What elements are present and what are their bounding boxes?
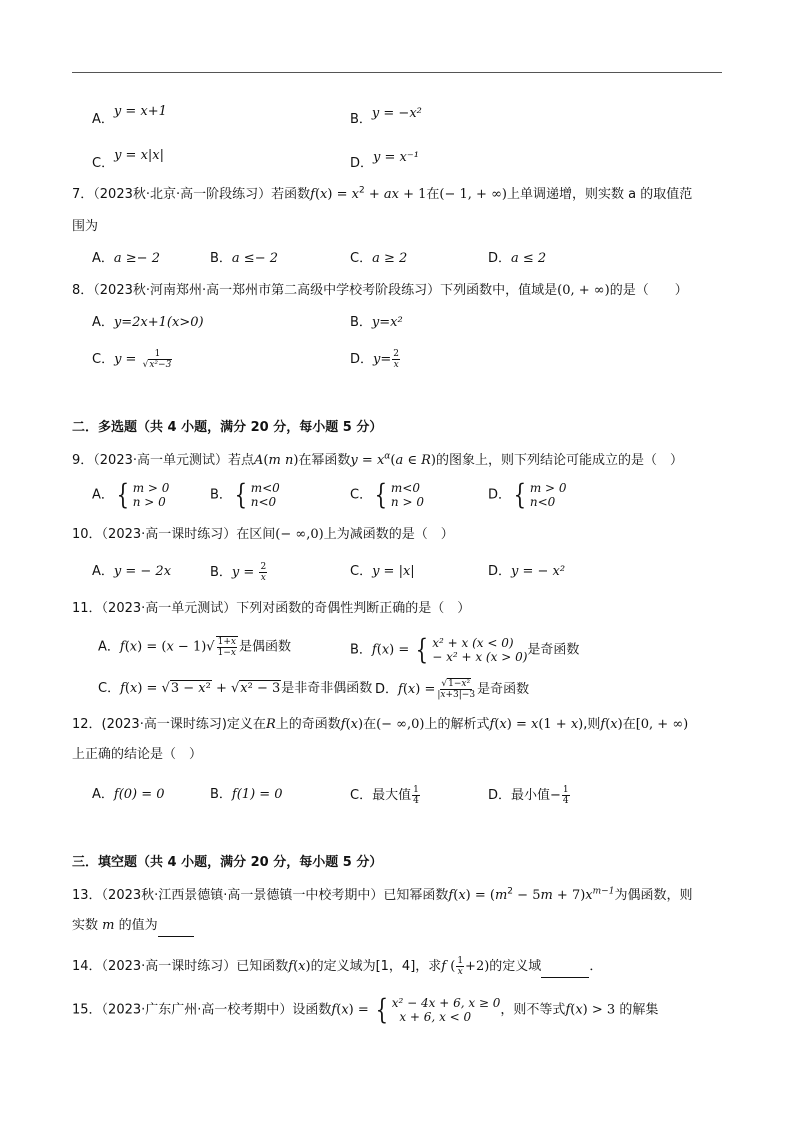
option-label: A． [92, 251, 114, 266]
stem-text: 为偶函数，则 [614, 888, 693, 903]
option-tail: 是奇函数 [477, 682, 530, 697]
stem-text: 若点 [228, 453, 255, 468]
stem-text: 在 [363, 717, 377, 732]
option-label: C． [98, 681, 121, 696]
q11-option-d[interactable]: D．f(x) = $\frac{\text{√1−x²}}{|x+3|-3}$ 是奇函数 [375, 679, 530, 700]
option-label: C． [92, 352, 115, 367]
option-label: C． [350, 788, 373, 803]
option-label: B． [210, 787, 232, 802]
option-label: C． [92, 156, 115, 171]
stem-text: 的图象上，则下列结论可能成立的是（ ） [435, 453, 683, 468]
option-label: A． [92, 787, 114, 802]
option-label: D． [350, 156, 374, 171]
question-source: （2023·高一课时练习） [101, 527, 237, 542]
question-source: （2023秋·江西景德镇·高一景德镇一中校考期中） [101, 888, 384, 903]
q8-option-d[interactable] [350, 349, 401, 370]
question-number: 10． [72, 527, 102, 542]
option-label: B． [210, 251, 232, 266]
q8-stem: 8．（2023秋·河南郑州·高一郑州市第二高级中学校考阶段练习）下列函数中，值域是(0, + ∞)的是（ ） [72, 283, 688, 298]
question-number: 13． [72, 888, 102, 903]
stem-text: 的值为 [118, 918, 158, 933]
stem-text: 设函数 [292, 1002, 332, 1018]
option-text: 最小值− [511, 788, 561, 803]
option-expr: a ≥− 2 [113, 251, 160, 266]
q10-option-c[interactable] [350, 562, 415, 582]
question-source: （2023秋·河南郑州·高一郑州市第二高级中学校考阶段练习） [93, 283, 441, 298]
fraction: $\frac{1}{4}$ [562, 785, 569, 806]
option-expr: y=2x+1(x>0) [113, 315, 204, 330]
question-source: （2023·高一单元测试） [93, 453, 228, 468]
option-expr: f(1) = 0 [231, 787, 283, 802]
system-row: m > 0 [132, 481, 170, 495]
q10-option-d[interactable] [488, 562, 565, 582]
q7-option-c[interactable] [350, 249, 407, 269]
q9-option-b[interactable]: B． { m<0 n<0 [210, 478, 280, 511]
fraction: $\frac{1}{4}$ [413, 785, 419, 806]
option-expr: y = [231, 565, 255, 580]
option-expr: y = − x² [511, 564, 566, 579]
q15-stem: 15．（2023·广东广州·高一校考期中）设函数f(x) = { x² − 4x + 6, x ≥ 0 x + 6, x < 0 ，则不等式f(x) > 3 的解集 [72, 993, 659, 1026]
q7-option-d[interactable] [488, 249, 546, 269]
option-label: C． [350, 487, 373, 503]
option-label: A． [92, 564, 114, 579]
question-source: (2023·高一课时练习) [101, 717, 227, 732]
section-heading-multiple-choice: 二．多选题（共 4 小题，满分 20 分，每小题 5 分） [72, 420, 383, 435]
stem-text: 的是（ ） [609, 283, 688, 298]
option-expr: y = − 2x [113, 564, 172, 579]
option-label: D． [375, 682, 399, 697]
question-source: （2023·高一课时练习） [101, 959, 237, 974]
option-label: A． [92, 487, 114, 503]
option-label: B． [350, 315, 372, 330]
stem-text: ，则不等式 [500, 1002, 566, 1018]
q6-option-d[interactable] [350, 150, 419, 174]
option-expr: f(0) = 0 [113, 787, 165, 802]
fraction: $\frac{1}{x}$ [457, 956, 464, 977]
header-rule [72, 72, 722, 73]
question-number: 9． [72, 453, 94, 468]
stem-text: 已知幂函数 [383, 888, 449, 903]
question-number: 7． [72, 187, 94, 202]
option-text: 最大值 [372, 788, 412, 803]
system-row: m > 0 [529, 481, 567, 495]
stem-text: 若函数 [271, 187, 311, 202]
q13-stem: 13．（2023秋·江西景德镇·高一景德镇一中校考期中）已知幂函数$f(x) = (m^2 - 5m + 7)x^{m-1}$为偶函数，则 [72, 886, 693, 903]
option-label: A． [98, 639, 120, 655]
system-row: m<0 [250, 481, 280, 495]
option-label: B． [210, 487, 232, 503]
option-tail: 是偶函数 [238, 639, 291, 655]
option-label: B． [210, 565, 232, 580]
option-tail: 是非奇非偶函数 [281, 681, 373, 696]
option-expr: a ≤ 2 [511, 251, 547, 266]
option-label: D． [488, 487, 512, 503]
option-expr: a ≤− 2 [231, 251, 278, 266]
option-expr: y = [114, 352, 137, 367]
option-expr: y= [373, 352, 392, 367]
q7-stem-cont [72, 217, 98, 237]
stem-text: 实数 [72, 918, 99, 933]
q6-option-c[interactable] [92, 148, 165, 174]
system-row: m<0 [390, 481, 420, 495]
stem-text: ． [589, 959, 603, 974]
stem-text: 的定义域为[1，4]，求 [310, 959, 442, 974]
system-row: n > 0 [390, 495, 424, 509]
stem-text: 已知函数 [236, 959, 289, 974]
option-label: C． [350, 251, 373, 266]
stem-text: 下列函数中，值域是 [440, 283, 558, 298]
question-source: （2023秋·北京·高一阶段练习） [93, 187, 272, 202]
q7-stem: 7．（2023秋·北京·高一阶段练习）若函数$f(x) = x^2$ + ax + 1在(− 1, + ∞)上单调递增，则实数 a 的取值范 [72, 185, 693, 202]
stem-text: ,则 [583, 717, 601, 732]
q12-option-c[interactable] [350, 785, 421, 806]
q9-stem: 9．（2023·高一单元测试）若点A(m n)在幂函数$y = x^\alpha(a$ ∈ R)的图象上，则下列结论可能成立的是（ ） [72, 451, 683, 468]
q11-option-a[interactable]: A．f(x) = (x − 1)√ $\frac{1+x}{1-x}$ 是偶函数 [98, 637, 291, 658]
section-heading-fill-in: 三．填空题（共 4 小题，满分 20 分，每小题 5 分） [72, 855, 383, 870]
answer-blank[interactable] [158, 916, 194, 937]
stem-text: 定义在 [226, 717, 266, 732]
q12-option-b[interactable] [210, 785, 283, 805]
option-label: D． [350, 352, 374, 367]
question-number: 11． [72, 601, 102, 616]
q13-stem-cont: 实数 m 的值为 [72, 916, 194, 937]
system-row: n > 0 [132, 495, 166, 509]
fraction: $\frac{\text{√1−x²}}{|x+3|-3}$ [437, 679, 476, 700]
option-expr: y = −x² [371, 106, 422, 121]
q9-option-d[interactable]: D． { m > 0 n<0 [488, 478, 567, 511]
question-number: 12． [72, 717, 102, 732]
question-number: 14． [72, 959, 102, 974]
question-source: （2023·广东广州·高一校考期中） [101, 1002, 293, 1018]
option-expr: y=x² [371, 315, 403, 330]
fraction: $\frac{2}{x}$ [260, 562, 267, 583]
option-expr: y = |x| [372, 564, 415, 579]
option-expr: y = x+1 [113, 104, 167, 119]
stem-text: 围为 [72, 219, 99, 234]
q6-option-a[interactable] [92, 104, 167, 130]
stem-text: 的解集 [619, 1002, 659, 1018]
stem-text: 在区间 [236, 527, 276, 542]
q12-stem: 12．(2023·高一课时练习)定义在R上的奇函数f(x)在(− ∞,0)上的解析式f(x) = x(1 + x),则f(x)在[0, + ∞) [72, 717, 689, 732]
q8-option-b[interactable] [350, 313, 403, 333]
option-label: B． [350, 112, 372, 127]
stem-text: 在 [426, 187, 440, 202]
q8-option-c[interactable] [92, 349, 174, 370]
option-tail: 是奇函数 [527, 642, 580, 658]
q8-option-a[interactable] [92, 313, 204, 333]
stem-text: 在 [622, 717, 636, 732]
answer-blank[interactable] [541, 957, 589, 978]
fraction: $\frac{2}{x}$ [393, 349, 399, 370]
option-expr: y = x⁻¹ [373, 150, 419, 165]
stem-text: 上的奇函数 [275, 717, 341, 732]
q12-option-a[interactable] [92, 785, 165, 805]
stem-text: 下列对函数的奇偶性判断正确的是（ ） [236, 601, 471, 616]
question-number: 8． [72, 283, 94, 298]
question-number: 15． [72, 1002, 102, 1018]
q6-option-b[interactable] [350, 106, 422, 130]
stem-text: 上正确的结论是（ ） [72, 747, 203, 762]
option-label: D． [488, 564, 512, 579]
fraction: $\frac{1+x}{1-x}$ [217, 637, 236, 658]
q11-option-c[interactable]: C．f(x) = √3 − x² + √x² − 3是非奇非偶函数 [98, 681, 373, 696]
stem-text: 上的解析式 [424, 717, 490, 732]
option-expr: y = x|x| [114, 148, 165, 163]
system-row: n<0 [529, 495, 556, 509]
q14-stem: 14．（2023·高一课时练习）已知函数f(x)的定义域为[1，4]，求f ( $\frac{1}{x}$ +2)的定义域 ． [72, 956, 603, 977]
q9-option-a[interactable]: A． { m > 0 n > 0 [92, 478, 170, 511]
stem-text: 上为减函数的是（ ） [323, 527, 454, 542]
stem-text: 的定义域 [489, 959, 542, 974]
q7-option-b[interactable] [210, 249, 278, 269]
option-label: B． [350, 642, 372, 658]
q11-option-b[interactable]: B．f(x) = { x² + x (x < 0) − x² + x (x > 0) 是奇函数 [350, 633, 580, 666]
q10-stem: 10．（2023·高一课时练习）在区间(− ∞,0)上为减函数的是（ ） [72, 527, 454, 542]
q10-option-a[interactable] [92, 562, 171, 582]
question-source: （2023·高一单元测试） [101, 601, 237, 616]
option-label: D． [488, 788, 512, 803]
stem-text: 上单调递增，则实数 a 的取值范 [506, 187, 693, 202]
option-label: A． [92, 112, 114, 127]
option-label: D． [488, 251, 512, 266]
q12-stem-cont [72, 745, 202, 765]
option-expr: a ≥ 2 [372, 251, 408, 266]
q10-option-b[interactable] [210, 562, 268, 583]
q12-option-d[interactable] [488, 785, 571, 806]
option-label: A． [92, 315, 114, 330]
q7-option-a[interactable] [92, 249, 160, 269]
math-fx: f [310, 187, 315, 202]
system-row: n<0 [250, 495, 277, 509]
fraction: $\frac{1}{\text{√x²−3}}$ [142, 349, 172, 370]
q11-stem [72, 599, 470, 619]
q9-option-c[interactable]: C． { m<0 n > 0 [350, 478, 424, 511]
option-label: C． [350, 564, 373, 579]
stem-text: 在幂函数 [298, 453, 351, 468]
